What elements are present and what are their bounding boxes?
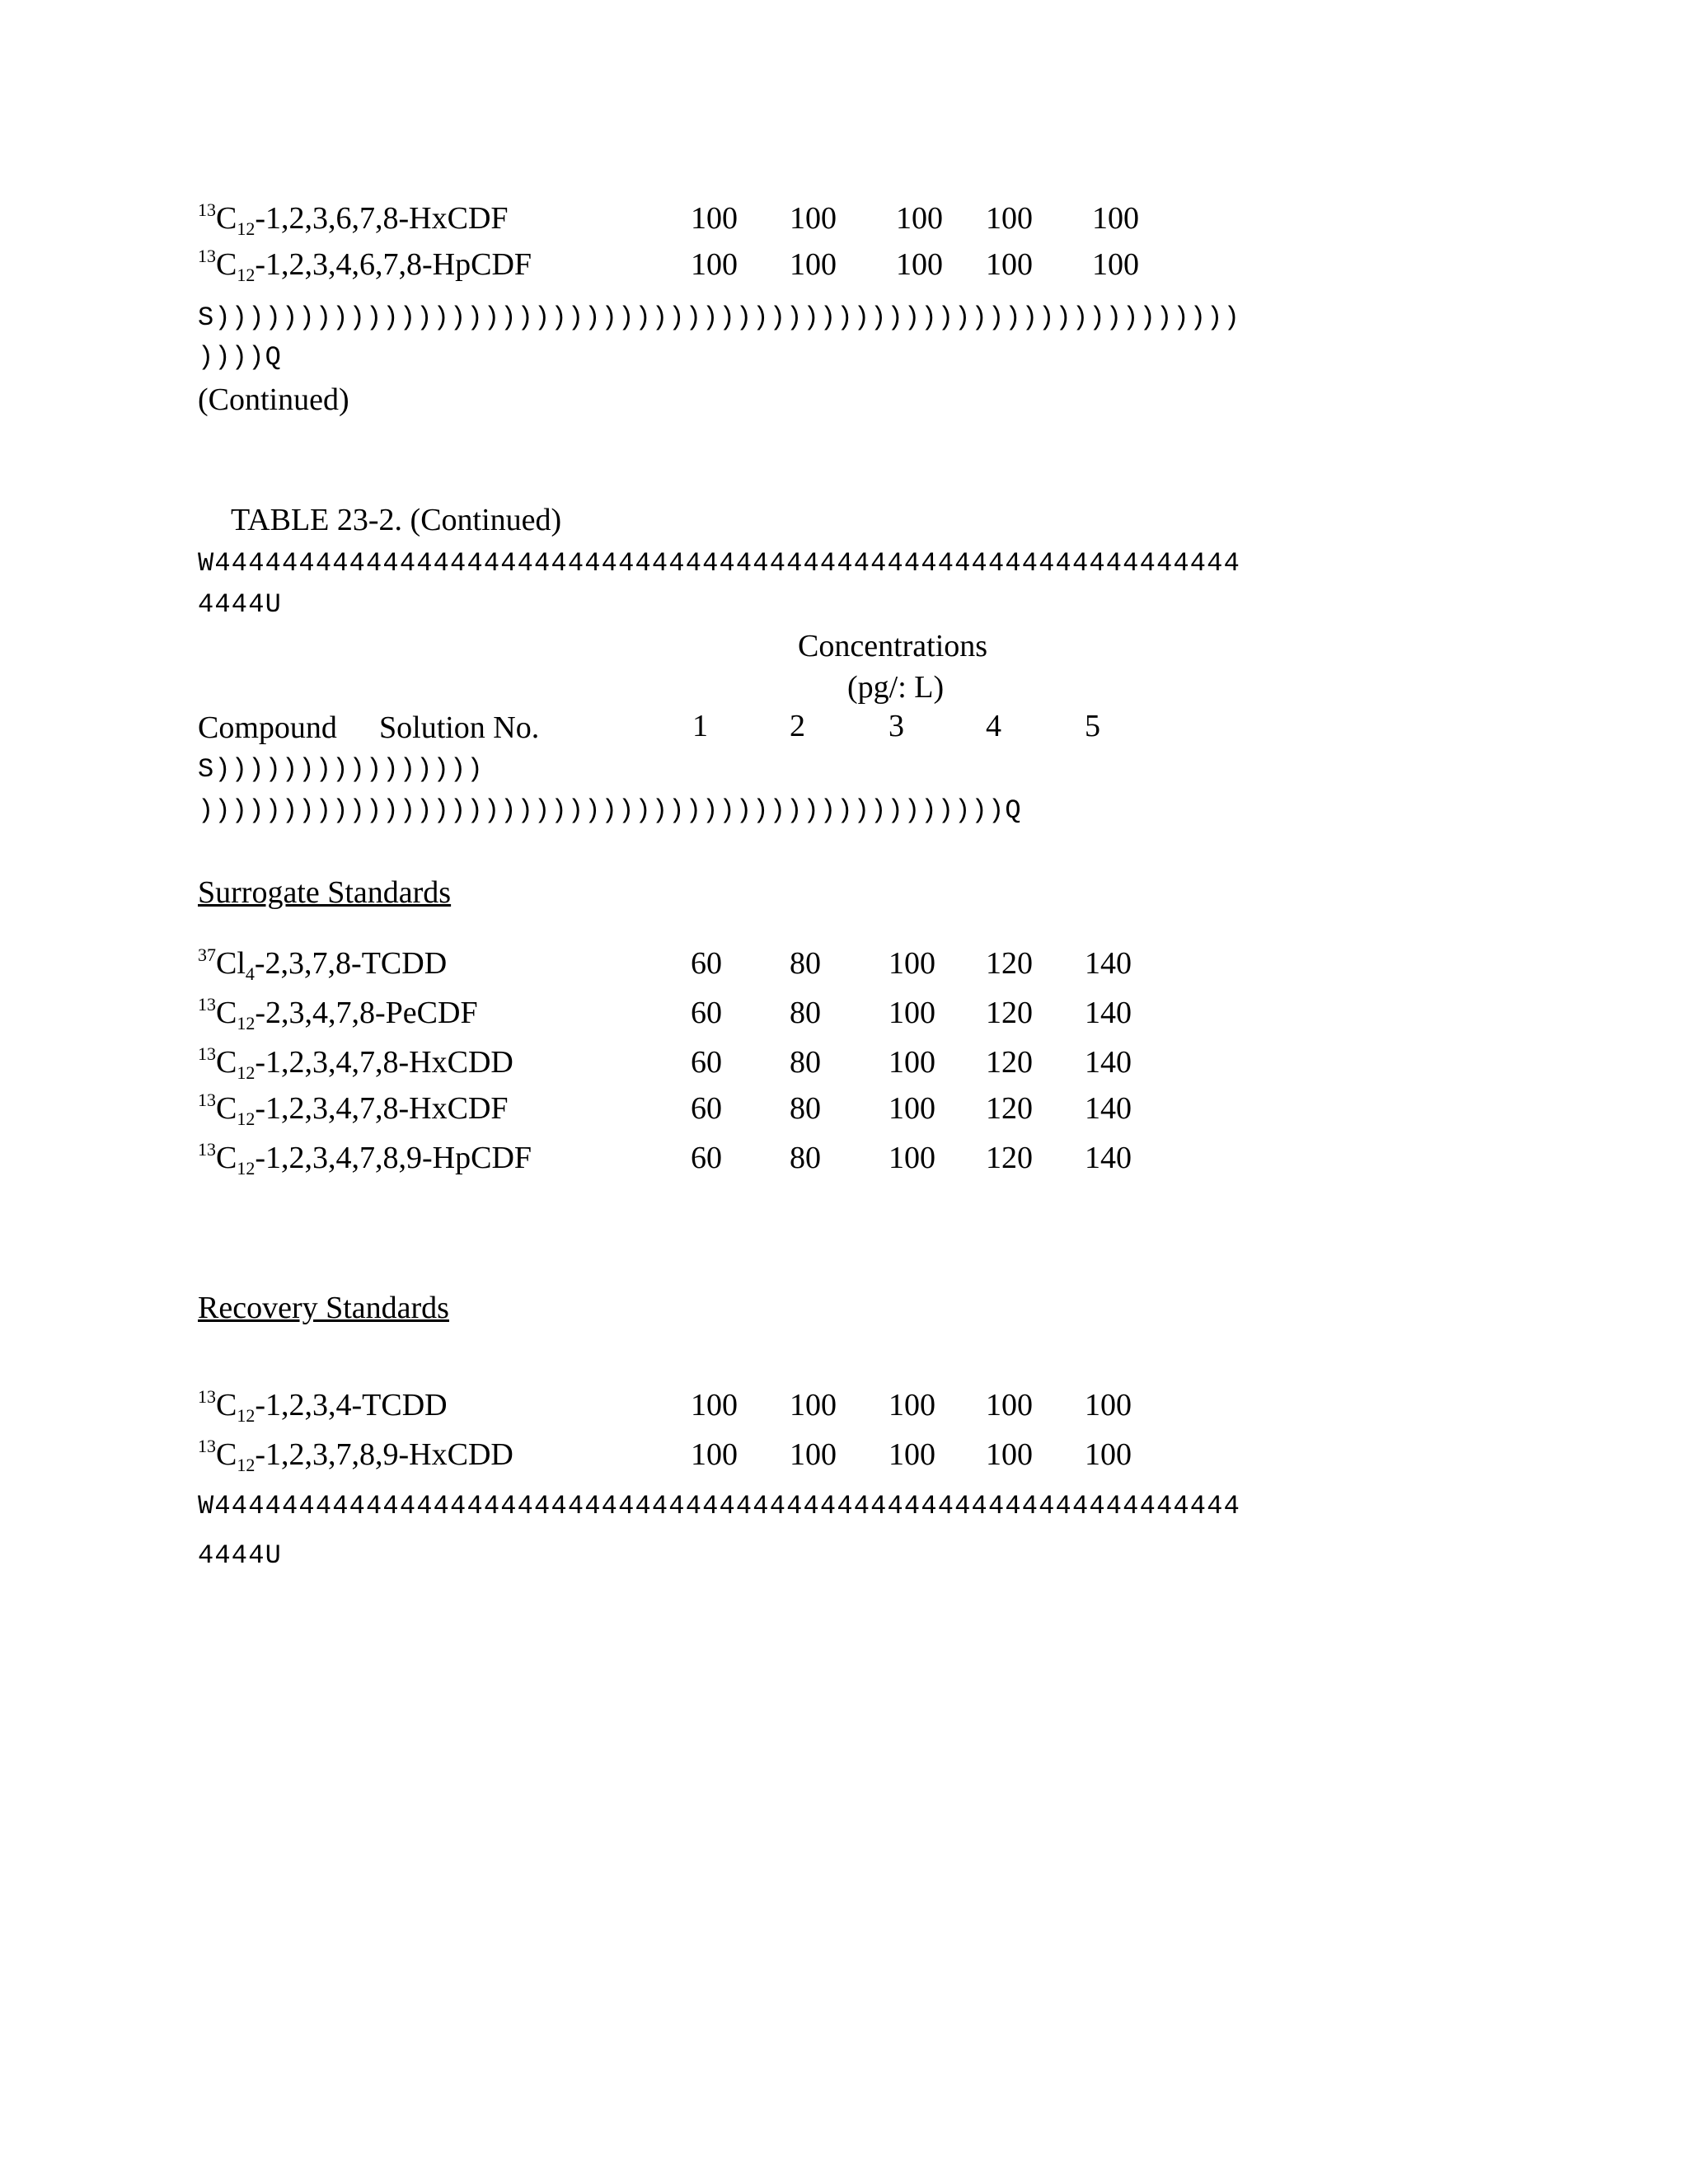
compound-label: $^{13}C_{12}-1,2,3,4$-TCDD bbox=[198, 1386, 448, 1426]
compound-label: $^{13}C_{12}-1,2,3,4,7,8$-HxCDF bbox=[198, 1090, 509, 1129]
solution-header: Solution No. bbox=[379, 710, 540, 745]
value-cell: 100 bbox=[986, 201, 1033, 236]
value-cell: 100 bbox=[790, 1437, 837, 1472]
header-rule-end: ))))))))))))))))))))))))))))))))))))))))))))))))Q bbox=[198, 795, 1022, 826]
value-cell: 80 bbox=[790, 1045, 821, 1080]
value-cell: 60 bbox=[691, 996, 722, 1030]
value-cell: 60 bbox=[691, 1091, 722, 1126]
column-header: 3 bbox=[889, 709, 904, 743]
value-cell: 120 bbox=[986, 1141, 1033, 1175]
continued-note: (Continued) bbox=[198, 382, 349, 417]
table-title: TABLE 23-2. (Continued) bbox=[231, 503, 562, 537]
value-cell: 100 bbox=[1085, 1437, 1132, 1472]
value-cell: 80 bbox=[790, 1091, 821, 1126]
value-cell: 100 bbox=[986, 1388, 1033, 1422]
table-end-rule-end: 4444U bbox=[198, 1540, 283, 1571]
value-cell: 100 bbox=[986, 247, 1033, 282]
value-cell: 80 bbox=[790, 1141, 821, 1175]
value-cell: 100 bbox=[1092, 247, 1139, 282]
value-cell: 100 bbox=[889, 1141, 935, 1175]
value-cell: 140 bbox=[1085, 1091, 1132, 1126]
value-cell: 100 bbox=[889, 946, 935, 981]
value-cell: 140 bbox=[1085, 996, 1132, 1030]
value-cell: 140 bbox=[1085, 1141, 1132, 1175]
value-cell: 140 bbox=[1085, 946, 1132, 981]
table-top-rule: W4444444444444444444444444444444444444444444444444444444444444 bbox=[198, 548, 1240, 579]
value-cell: 100 bbox=[691, 201, 738, 236]
value-cell: 80 bbox=[790, 996, 821, 1030]
value-cell: 80 bbox=[790, 946, 821, 981]
column-header: 2 bbox=[790, 709, 805, 743]
value-cell: 100 bbox=[986, 1437, 1033, 1472]
value-cell: 120 bbox=[986, 1091, 1033, 1126]
value-cell: 100 bbox=[691, 1388, 738, 1422]
value-cell: 100 bbox=[889, 996, 935, 1030]
compound-label: $^{13}C_{12}-1,2,3,4,7,8$-HxCDD bbox=[198, 1043, 513, 1083]
table-bottom-rule-end: ))))Q bbox=[198, 342, 283, 373]
units-header: (pg/: L) bbox=[847, 670, 945, 705]
table-bottom-rule: S))))))))))))))))))))))))))))))))))))))))))))))))))))))))))))) bbox=[198, 302, 1240, 333]
compound-label: $^{13}C_{12}-1,2,3,4,6,7,8$-HpCDF bbox=[198, 246, 532, 285]
value-cell: 100 bbox=[889, 1091, 935, 1126]
value-cell: 60 bbox=[691, 1045, 722, 1080]
value-cell: 60 bbox=[691, 1141, 722, 1175]
compound-label: $^{13}C_{12}-1,2,3,7,8,9$-HxCDD bbox=[198, 1436, 513, 1475]
value-cell: 100 bbox=[889, 1437, 935, 1472]
column-header: 4 bbox=[986, 709, 1001, 743]
table-end-rule: W4444444444444444444444444444444444444444444444444444444444444 bbox=[198, 1491, 1240, 1521]
value-cell: 100 bbox=[896, 201, 943, 236]
section-title-surrogate: Surrogate Standards bbox=[198, 875, 452, 910]
table-top-rule-end: 4444U bbox=[198, 589, 283, 620]
value-cell: 100 bbox=[691, 247, 738, 282]
value-cell: 120 bbox=[986, 1045, 1033, 1080]
value-cell: 120 bbox=[986, 996, 1033, 1030]
value-cell: 100 bbox=[1085, 1388, 1132, 1422]
compound-label: $^{13}C_{12}-1,2,3,4,7,8,9$-HpCDF bbox=[198, 1139, 532, 1179]
value-cell: 100 bbox=[1092, 201, 1139, 236]
value-cell: 100 bbox=[889, 1045, 935, 1080]
section-title-recovery: Recovery Standards bbox=[198, 1291, 449, 1325]
concentrations-header: Concentrations bbox=[798, 629, 988, 663]
value-cell: 100 bbox=[896, 247, 943, 282]
value-cell: 140 bbox=[1085, 1045, 1132, 1080]
value-cell: 100 bbox=[790, 247, 837, 282]
value-cell: 100 bbox=[889, 1388, 935, 1422]
value-cell: 100 bbox=[790, 201, 837, 236]
value-cell: 120 bbox=[986, 946, 1033, 981]
compound-label: $^{13}C_{12}-1,2,3,6,7,8$-HxCDF bbox=[198, 199, 509, 239]
column-header: 5 bbox=[1085, 709, 1100, 743]
value-cell: 100 bbox=[691, 1437, 738, 1472]
compound-label: $^{37}Cl_4-2,3,7,8$-TCDD bbox=[198, 944, 448, 984]
compound-header: Compound bbox=[198, 710, 337, 745]
value-cell: 100 bbox=[790, 1388, 837, 1422]
column-header: 1 bbox=[692, 709, 708, 743]
compound-label: $^{13}C_{12}-2,3,4,7,8$-PeCDF bbox=[198, 994, 478, 1033]
header-rule: S)))))))))))))))) bbox=[198, 754, 484, 785]
value-cell: 60 bbox=[691, 946, 722, 981]
